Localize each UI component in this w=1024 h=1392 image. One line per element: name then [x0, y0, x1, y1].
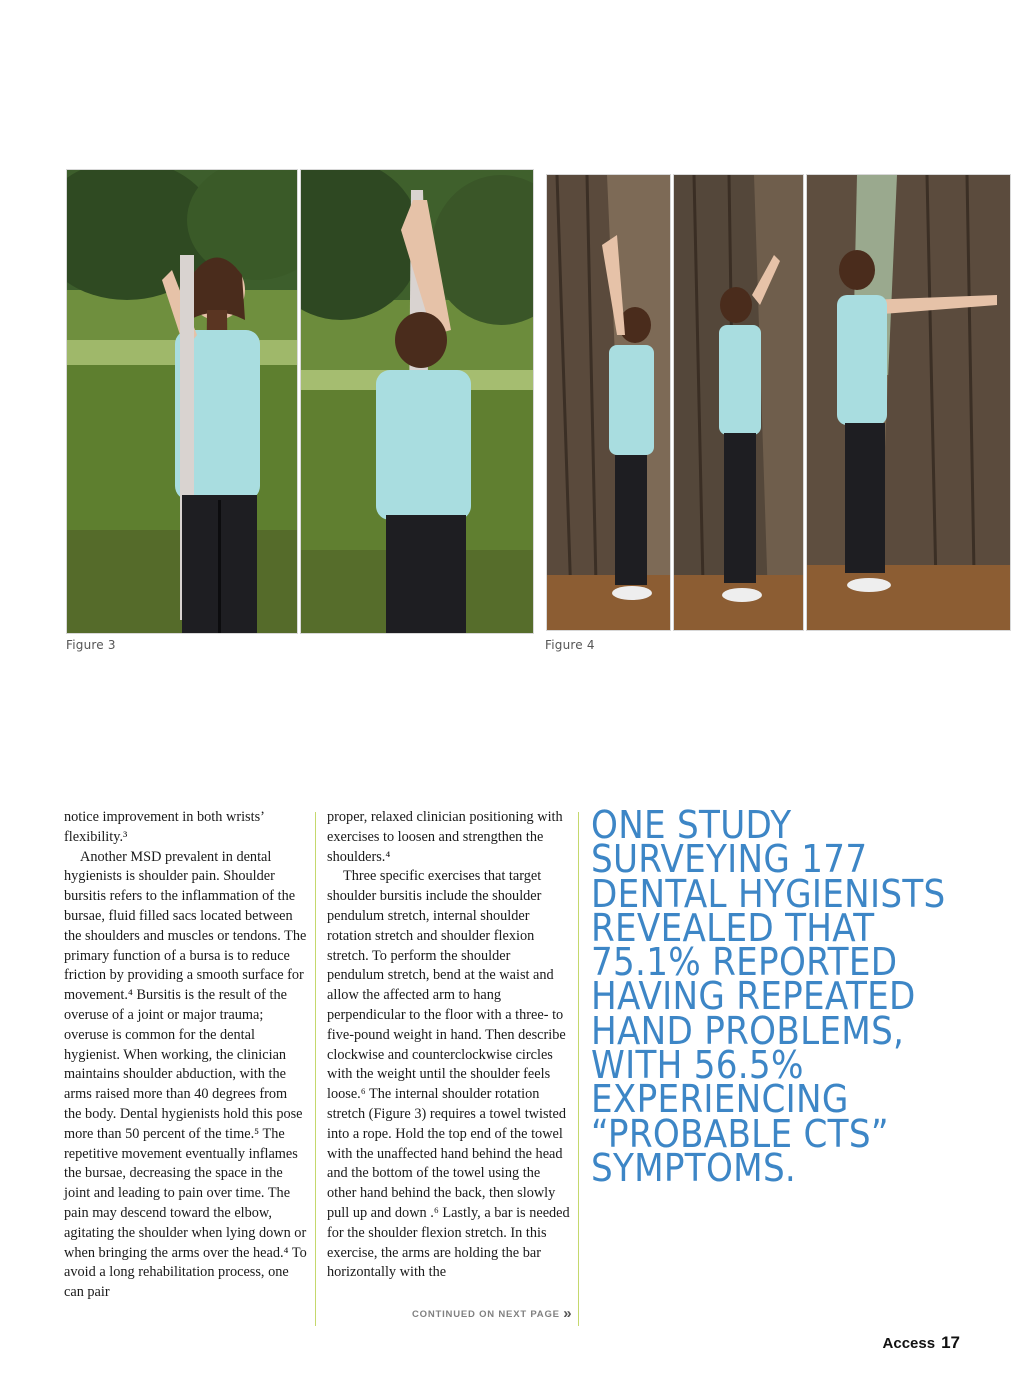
- column-2-paragraph-1: proper, relaxed clinician positioning with exercises to loosen and strengthen the shoulders.⁴: [327, 809, 563, 865]
- column-1-paragraph-1: notice improvement in both wrists’ flexibility.³: [64, 809, 264, 845]
- article-column-1: [64, 808, 308, 1303]
- article-column-2: [327, 808, 571, 1283]
- figure-4-photo-left: [546, 174, 671, 631]
- page-footer: [883, 1333, 960, 1353]
- magazine-name: Access: [882, 1335, 936, 1352]
- column-divider-left: [315, 812, 316, 1326]
- continued-on-next-page: [412, 1305, 572, 1322]
- figure-4-photo-middle: [673, 174, 804, 631]
- continued-label: CONTINUED ON NEXT PAGE: [412, 1309, 560, 1320]
- pull-quote: ONE STUDY SURVEYING 177 DENTAL HYGIENISTS REVEALED THAT 75.1% REPORTED HAVING REPEATED HAND PROBLEMS, WITH 56.5% EXPERIENCING “PROBABLE CTS” SYMPTOMS.: [591, 803, 946, 1190]
- figure-3-photo-right: [300, 169, 534, 634]
- figure-3-photo-left: [66, 169, 298, 634]
- column-2-paragraph-2: Three specific exercises that target shoulder bursitis include the shoulder pendulum stretch, internal shoulder rotation stretch and shoulder flexion stretch. To perform the shoulder pendulum stretch, bend at the waist and allow the affected arm to hang perpendicular to the floor with a three- to five-pound weight in hand. Then describe clockwise and counterclockwise circles with the weight until the shoulder feels loose.⁶ The internal shoulder rotation stretch (Figure 3) requires a towel twisted into a rope. Hold the top end of the towel with the unaffected hand behind the head and the bottom of the towel using the other hand behind the back, then slowly pull up and down .⁶ Lastly, a bar is needed for the shoulder flexion stretch. In this exercise, the arms are holding the bar horizontally with the: [327, 868, 570, 1281]
- column-1-paragraph-2: Another MSD prevalent in dental hygienists is shoulder pain. Shoulder bursitis refers to the inflammation of the bursae, fluid filled sacs located between the shoulders and muscles or tendons. The primary function of a bursa is to reduce friction by providing a smooth surface for movement.⁴ Bursitis is the result of the overuse of a joint or major trauma; overuse is common for the dental hygienist. When working, the clinician maintains shoulder abduction, with the arms raised more than 40 degrees from the body. Dental hygienists hold this pose more than 50 percent of the time.⁵ The repetitive movement eventually inflames the bursae, decreasing the space in the joint and leading to pain over time. The pain may descend toward the elbow, agitating the shoulder when lying down or when bringing the arms over the head.⁴ To avoid a long rehabilitation process, one can pair: [64, 848, 307, 1301]
- column-divider-right: [578, 812, 579, 1326]
- figure-4-photo-right: [806, 174, 1011, 631]
- figure-3-caption: Figure 3: [66, 638, 116, 652]
- continued-arrow-icon: »: [563, 1305, 573, 1322]
- page-number: 17: [941, 1333, 960, 1352]
- figure-4-caption: Figure 4: [545, 638, 595, 652]
